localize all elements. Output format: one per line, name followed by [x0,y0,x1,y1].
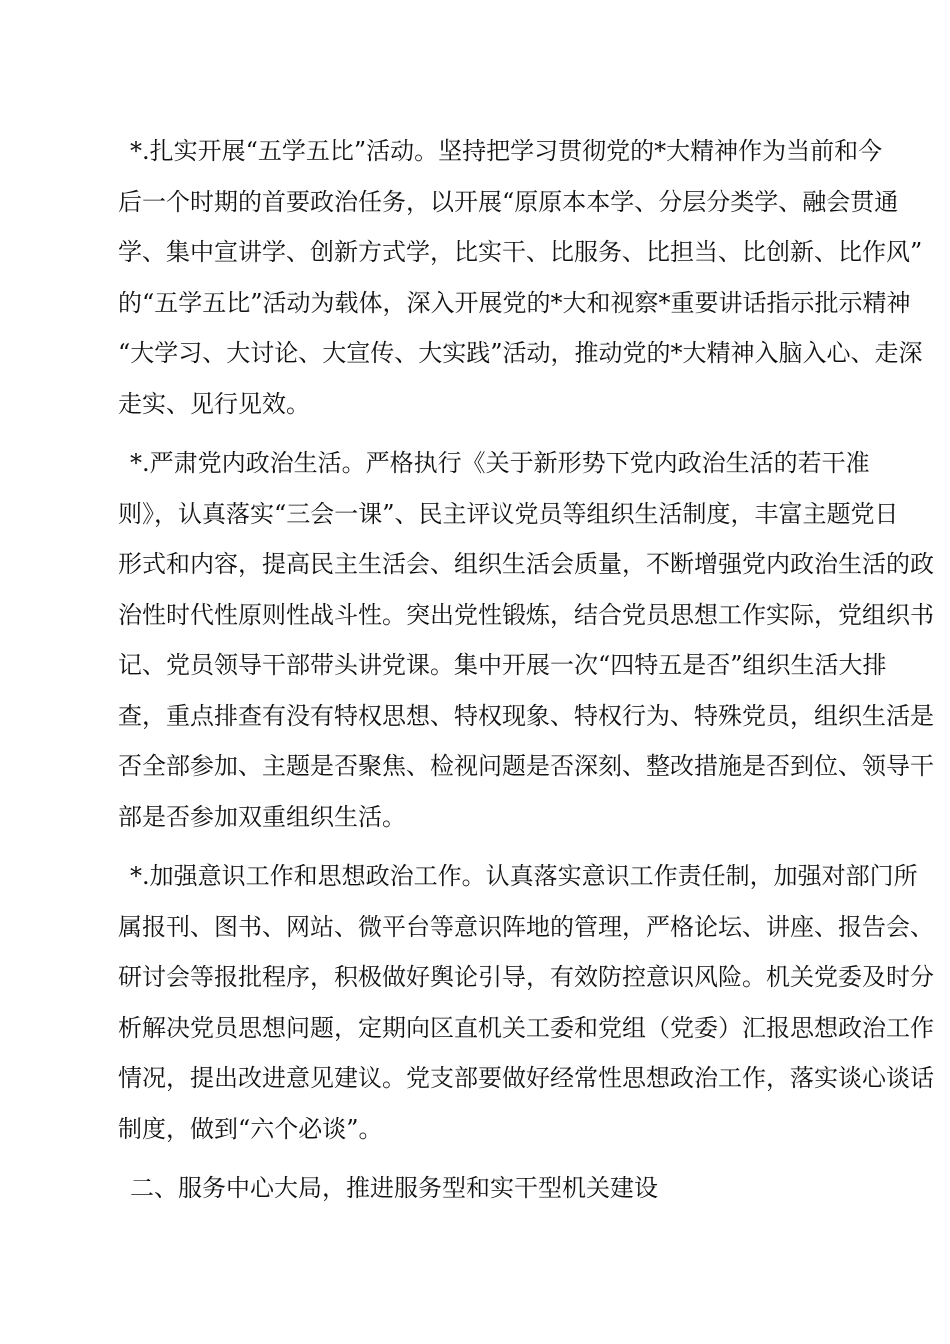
paragraph-line: 则》，认真落实“三会一课”、民主评议党员等组织生活制度，丰富主题党日 [118,499,899,528]
heading-line: 二、服务中心大局，推进服务型和实干型机关建设 [130,1174,658,1202]
paragraph-line: *.严肃党内政治生活。严格执行《关于新形势下党内政治生活的若干准 [130,449,870,477]
paragraph [118,438,934,842]
paragraph-line: 形式和内容，提高民主生活会、组织生活会质量，不断增强党内政治生活的政 [118,550,934,578]
paragraph-line: 的“五学五比”活动为载体，深入开展党的*大和视察*重要讲话指示批示精神 [118,288,911,317]
paragraph-line: “大学习、大讨论、大宣传、大实践”活动，推动党的*大精神入脑入心、走深 [118,339,923,367]
paragraph-line: 否全部参加、主题是否聚焦、检视问题是否深刻、整改措施是否到位、领导干 [118,752,934,780]
paragraph-line: 治性时代性原则性战斗性。突出党性锻炼，结合党员思想工作实际，党组织书 [118,600,934,629]
paragraph-line: 查，重点排查有没有特权思想、特权现象、特权行为、特殊党员，组织生活是 [118,701,934,730]
paragraph-line: 学、集中宣讲学、创新方式学，比实干、比服务、比担当、比创新、比作风” [118,238,923,266]
paragraph-line: 属报刊、图书、网站、微平台等意识阵地的管理，严格论坛、讲座、报告会、 [118,912,934,941]
paragraph-line: 走实、见行见效。 [118,389,310,418]
paragraph-line: 后一个时期的首要政治任务，以开展“原原本本学、分层分类学、融会贯通 [118,187,899,216]
paragraph-line: 部是否参加双重组织生活。 [118,802,406,831]
paragraph-line: *.加强意识工作和思想政治工作。认真落实意识工作责任制，加强对部门所 [130,862,918,890]
section-heading [118,1163,860,1214]
paragraph-line: 制度，做到“六个必谈”。 [118,1114,383,1143]
paragraph-line: 情况，提出改进意见建议。党支部要做好经常性思想政治工作，落实谈心谈话 [118,1064,934,1092]
document-body [118,126,934,1214]
paragraph-line: 析解决党员思想问题，定期向区直机关工委和党组（党委）汇报思想政治工作 [118,1013,934,1042]
paragraph [118,126,923,429]
paragraph [118,851,934,1154]
paragraph-line: 研讨会等报批程序，积极做好舆论引导，有效防控意识风险。机关党委及时分 [118,963,934,991]
paragraph-line: 记、党员领导干部带头讲党课。集中开展一次“四特五是否”组织生活大排 [118,651,887,679]
paragraph-line: *.扎实开展“五学五比”活动。坚持把学习贯彻党的*大精神作为当前和今 [130,137,883,165]
